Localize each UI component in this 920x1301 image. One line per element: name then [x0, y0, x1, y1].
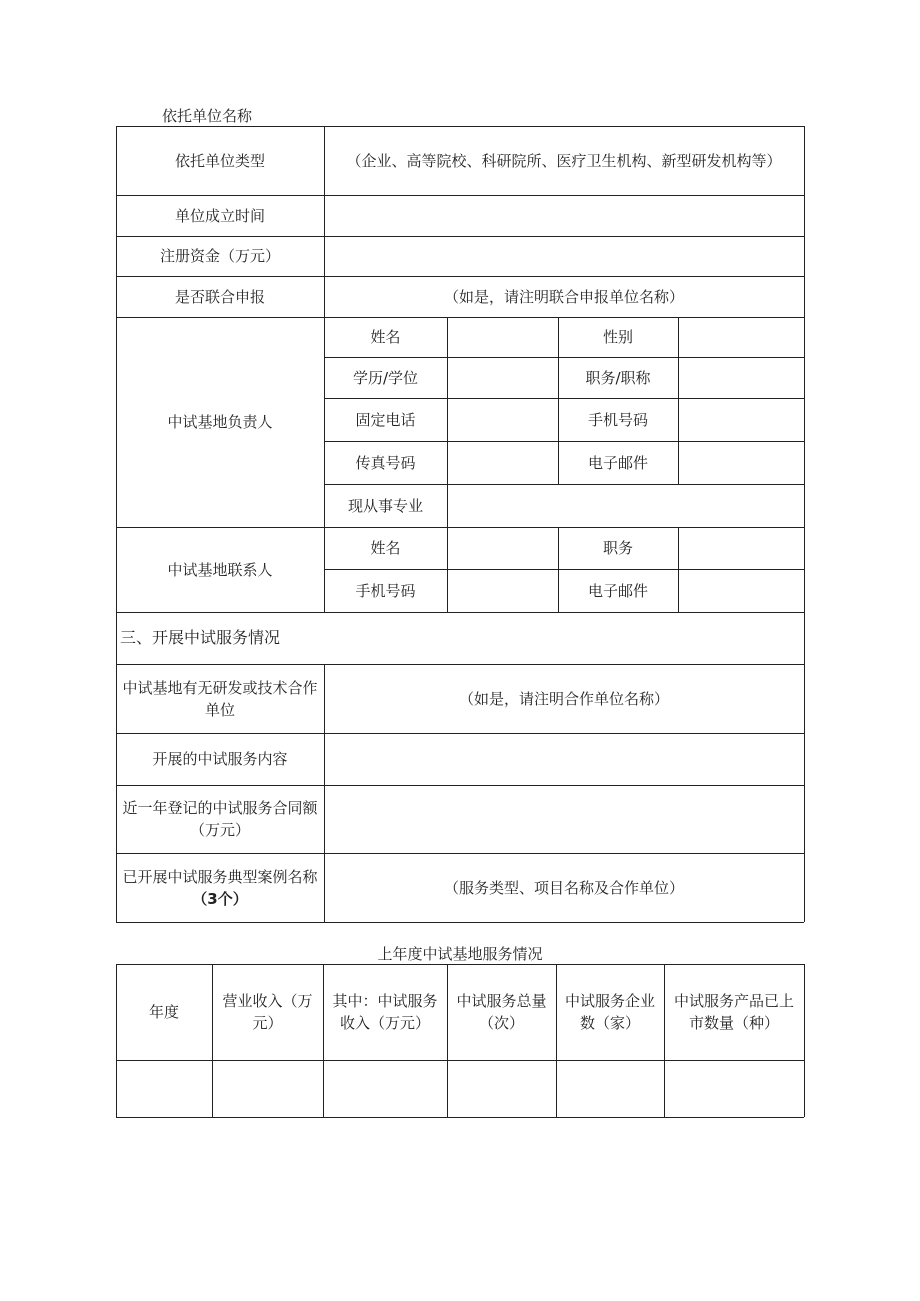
- director-email-field[interactable]: [678, 441, 804, 484]
- annual-title: 上年度中试基地服务情况: [377, 945, 543, 963]
- section3-title: 三、开展中试服务情况: [120, 628, 281, 647]
- capital-label: 注册资金（万元）: [159, 247, 280, 265]
- contact-position-label: 职务: [602, 539, 633, 557]
- rd-partner-field[interactable]: （如是，请注明合作单位名称）: [458, 689, 669, 708]
- annual-header-enterprises: [556, 964, 664, 1060]
- founded-field[interactable]: [324, 195, 804, 236]
- annual-header-revenue-line1: 营业收入（万: [222, 992, 313, 1010]
- director-major-field[interactable]: [447, 484, 804, 527]
- contact-label: 中试基地联系人: [167, 560, 273, 579]
- annual-header-enterprises-line2: 数（家）: [579, 1014, 640, 1032]
- director-major-label: 现从事专业: [347, 496, 423, 515]
- annual-header-service-revenue-line1: 其中：中试服务: [332, 992, 438, 1010]
- annual-header-products-line1: 中试服务产品已上: [673, 992, 794, 1010]
- cases-label-line2: （3个）: [192, 889, 248, 908]
- director-gender-label: 性别: [602, 328, 633, 346]
- cases-field[interactable]: （服务类型、项目名称及合作单位）: [443, 878, 684, 897]
- joint-label: 是否联合申报: [174, 287, 265, 306]
- director-name-field[interactable]: [447, 317, 558, 357]
- contact-name-label: 姓名: [370, 539, 401, 557]
- capital-field[interactable]: [324, 236, 804, 276]
- director-label: 中试基地负责人: [167, 413, 273, 431]
- rd-partner-label-line2: 单位: [204, 700, 235, 719]
- director-education-field[interactable]: [447, 357, 558, 398]
- contact-position-field[interactable]: [678, 527, 804, 569]
- contact-mobile-field[interactable]: [447, 569, 558, 612]
- annual-header-service-count-line1: 中试服务总量: [456, 992, 547, 1010]
- rd-partner-label: [116, 664, 324, 733]
- annual-header-service-revenue: [323, 964, 447, 1060]
- annual-header-revenue: [212, 964, 323, 1060]
- contact-email-field[interactable]: [678, 569, 804, 612]
- annual-year-field[interactable]: [116, 1060, 212, 1117]
- contract-amount-label-line1: 近一年登记的中试服务合同额: [122, 799, 318, 817]
- director-fax-label: 传真号码: [355, 453, 416, 472]
- annual-enterprises-field[interactable]: [556, 1060, 664, 1117]
- director-position-field[interactable]: [678, 357, 804, 398]
- contract-amount-label-line2: （万元）: [189, 821, 250, 839]
- joint-field[interactable]: （如是，请注明联合申报单位名称）: [443, 287, 684, 306]
- annual-header-service-revenue-line2: 收入（万元）: [339, 1014, 430, 1032]
- unit-type-label: 依托单位类型: [174, 151, 265, 170]
- annual-header-products: [664, 964, 804, 1060]
- director-phone-field[interactable]: [447, 398, 558, 441]
- contact-mobile-label: 手机号码: [355, 581, 416, 600]
- service-content-label: 开展的中试服务内容: [152, 750, 288, 768]
- annual-header-revenue-line2: 元）: [252, 1014, 283, 1032]
- annual-revenue-field[interactable]: [212, 1060, 323, 1117]
- cases-label-line1: 已开展中试服务典型案例名称: [122, 867, 318, 886]
- cases-label: [116, 853, 324, 922]
- annual-products-field[interactable]: [664, 1060, 804, 1117]
- contract-amount-field[interactable]: [324, 785, 804, 853]
- director-position-label: 职务/职称: [585, 368, 651, 387]
- annual-header-year: 年度: [148, 1003, 179, 1021]
- annual-service-count-field[interactable]: [447, 1060, 556, 1117]
- annual-service-revenue-field[interactable]: [323, 1060, 447, 1117]
- service-content-field[interactable]: [324, 733, 804, 785]
- founded-label: 单位成立时间: [174, 206, 265, 225]
- annual-header-service-count-line2: （次）: [478, 1014, 524, 1032]
- annual-header-service-count: [447, 964, 556, 1060]
- director-education-label: 学历/学位: [352, 368, 419, 387]
- director-phone-label: 固定电话: [355, 410, 416, 429]
- director-email-label: 电子邮件: [587, 453, 648, 472]
- contact-email-label: 电子邮件: [587, 581, 648, 600]
- rd-partner-label-line1: 中试基地有无研发或技术合作: [122, 678, 318, 697]
- host-unit-name-label: 依托单位名称: [162, 107, 253, 125]
- annual-header-products-line2: 市数量（种）: [688, 1014, 779, 1032]
- annual-header-enterprises-line1: 中试服务企业: [564, 992, 655, 1010]
- director-name-label: 姓名: [370, 328, 401, 346]
- director-mobile-label: 手机号码: [587, 410, 648, 429]
- director-gender-field[interactable]: [678, 317, 804, 357]
- contact-name-field[interactable]: [447, 527, 558, 569]
- director-fax-field[interactable]: [447, 441, 558, 484]
- contract-amount-label: [116, 785, 324, 853]
- unit-type-field[interactable]: （企业、高等院校、科研院所、医疗卫生机构、新型研发机构等）: [346, 151, 782, 170]
- director-mobile-field[interactable]: [678, 398, 804, 441]
